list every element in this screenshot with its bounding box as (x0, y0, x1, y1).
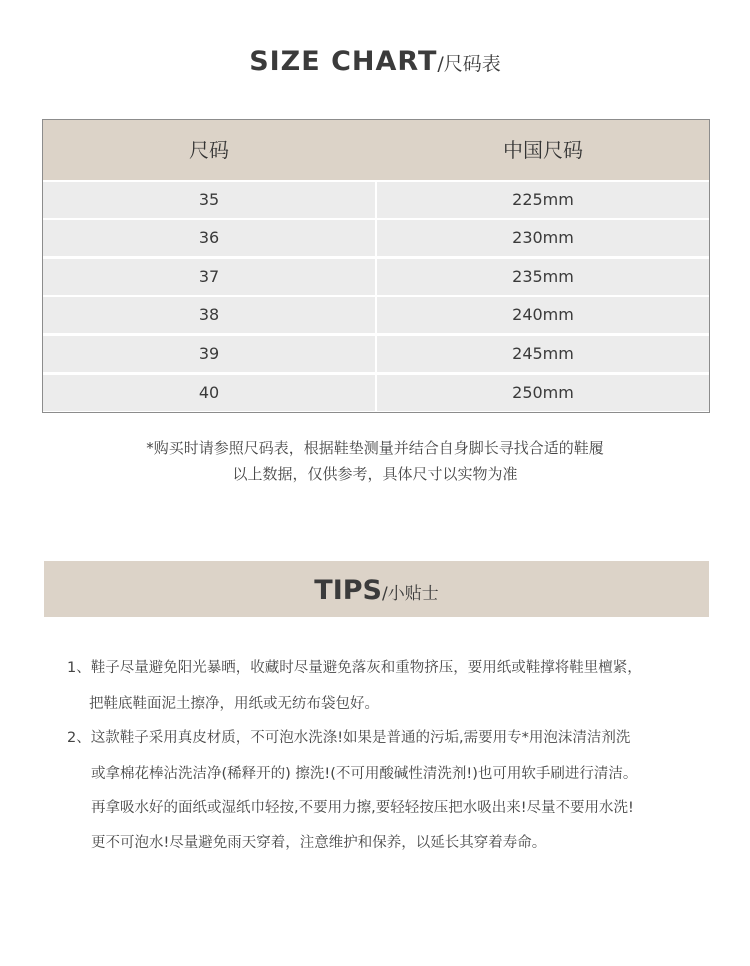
size-cell: 40 (198, 383, 220, 402)
tip-line: 更不可泡水!尽量避免雨天穿着，注意维护和保养，以延长其穿着寿命。 (91, 835, 547, 851)
china-size-cell: 230mm (512, 228, 574, 247)
size-cell: 39 (198, 344, 220, 363)
table-row (43, 375, 709, 411)
tip-line: 2、这款鞋子采用真皮材质，不可泡水洗涤!如果是普通的污垢,需要用专*用泡沫清洁剂洗 (67, 730, 631, 746)
column-header-china-size: 中国尺码 (503, 138, 583, 162)
china-size-cell: 245mm (512, 344, 574, 363)
table-row (43, 336, 709, 372)
tip-line: 1、鞋子尽量避免阳光暴晒，收藏时尽量避免落灰和重物挤压，要用纸或鞋撑将鞋里檀紧， (67, 660, 642, 676)
china-size-cell: 240mm (512, 305, 574, 324)
china-size-cell: 250mm (512, 383, 574, 402)
table-row (43, 220, 709, 256)
size-table-header (43, 120, 709, 180)
table-row (43, 297, 709, 333)
china-size-cell: 225mm (512, 190, 574, 209)
table-row (43, 182, 709, 218)
size-cell: 38 (198, 305, 220, 324)
page-title-en: SIZE CHART (249, 46, 438, 77)
size-cell: 36 (198, 228, 220, 247)
table-row (43, 259, 709, 295)
tips-title (44, 561, 709, 617)
column-header-size: 尺码 (189, 138, 229, 162)
page-title-cn: /尺码表 (437, 53, 501, 75)
size-table (42, 119, 710, 413)
tips-title-cn: /小贴士 (381, 584, 439, 604)
tips-title-en: TIPS (314, 575, 382, 606)
tip-line: 把鞋底鞋面泥土擦净，用纸或无纺布袋包好。 (89, 696, 379, 712)
china-size-cell: 235mm (512, 267, 574, 286)
size-cell: 37 (198, 267, 220, 286)
size-cell: 35 (198, 190, 220, 209)
tip-line: 再拿吸水好的面纸或湿纸巾轻按,不要用力擦,要轻轻按压把水吸出来!尽量不要用水洗! (91, 800, 634, 816)
size-note-line-1: *购买时请参照尺码表，根据鞋垫测量并结合自身脚长寻找合适的鞋履 (146, 439, 604, 457)
page-title (0, 46, 750, 77)
tip-line: 或拿棉花棒沾洗洁净(稀释开的) 擦洗!(不可用酸碱性清洗剂!)也可用软手刷进行清洁。 (91, 766, 638, 782)
size-note-line-2: 以上数据，仅供参考，具体尺寸以实物为准 (232, 465, 518, 483)
tips-banner (44, 561, 709, 617)
